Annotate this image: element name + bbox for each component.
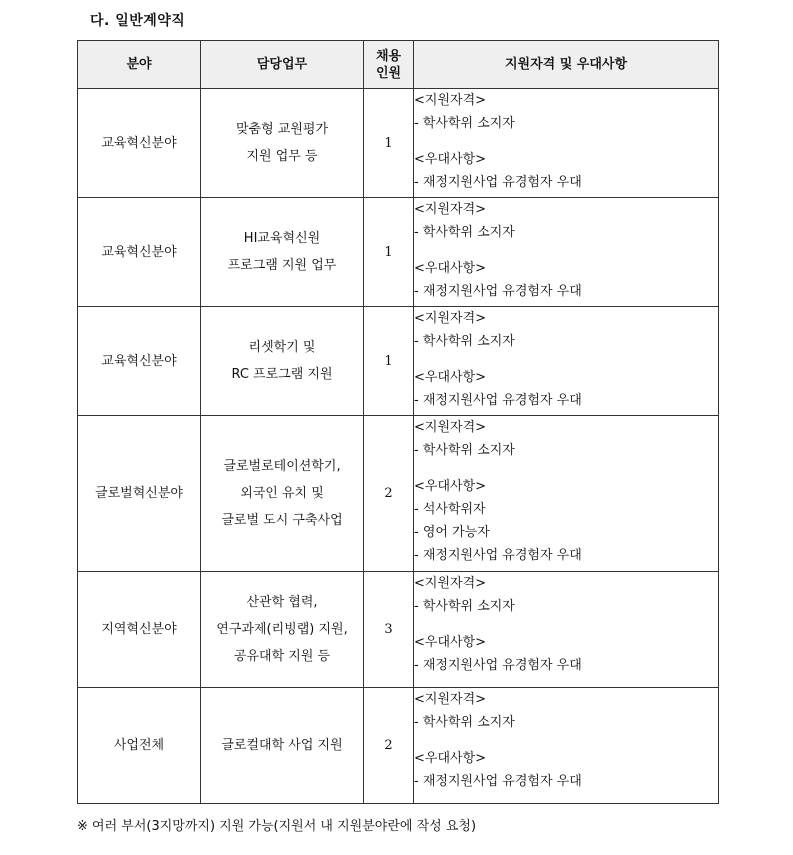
qualification-cell (414, 416, 719, 572)
spacer (414, 135, 718, 148)
field-cell: 교육혁신분야 (78, 89, 201, 198)
duty-line: 공유대학 지원 등 (233, 649, 331, 664)
duty-line: 글로컬대학 사업 지원 (221, 738, 343, 753)
duty-line: RC 프로그램 지원 (231, 367, 333, 382)
qualification-heading: <지원자격> (414, 420, 487, 435)
header-count-line2: 인원 (375, 65, 402, 81)
preference-heading: <우대사항> (414, 261, 487, 276)
qualification-heading: <지원자격> (414, 576, 487, 591)
preference-heading: <우대사항> (414, 751, 487, 766)
preference-item: - 재정지원사업 유경험자 우대 (414, 175, 582, 190)
spacer (414, 734, 718, 747)
qualification-cell (414, 89, 719, 198)
count-cell: 2 (364, 688, 414, 804)
preference-heading: <우대사항> (414, 370, 487, 385)
table-row (78, 307, 719, 416)
count-cell: 3 (364, 572, 414, 688)
duty-line: 글로벌 도시 구축사업 (221, 513, 343, 528)
spacer (414, 244, 718, 257)
duty-cell (201, 198, 364, 307)
header-duty: 담당업무 (201, 41, 364, 89)
footnote: ※ 여러 부서(3지망까지) 지원 가능(지원서 내 지원분야란에 작성 요청) (77, 819, 477, 834)
count-cell: 1 (364, 307, 414, 416)
preference-item: - 영어 가능자 (414, 525, 490, 540)
header-count-line1: 채용 (375, 48, 402, 64)
count-cell: 1 (364, 89, 414, 198)
qualification-cell (414, 572, 719, 688)
qualification-cell (414, 688, 719, 804)
spacer (414, 462, 718, 475)
qualification-cell (414, 307, 719, 416)
preference-item: - 석사학위자 (414, 502, 486, 517)
qualification-item: - 학사학위 소지자 (414, 116, 515, 131)
qualification-heading: <지원자격> (414, 93, 487, 108)
table-row (78, 89, 719, 198)
section-title: 다. 일반계약직 (90, 13, 186, 29)
spacer (414, 353, 718, 366)
duty-line: 지원 업무 등 (246, 149, 318, 164)
count-cell: 1 (364, 198, 414, 307)
table-header-row (78, 41, 719, 89)
duty-line: 프로그램 지원 업무 (227, 258, 337, 273)
duty-line: 맞춤형 교원평가 (235, 122, 329, 137)
qualification-heading: <지원자격> (414, 202, 487, 217)
preference-heading: <우대사항> (414, 635, 487, 650)
duty-cell (201, 572, 364, 688)
duty-cell (201, 89, 364, 198)
table-row (78, 198, 719, 307)
duty-line: 외국인 유치 및 (240, 486, 324, 501)
duty-line: 리셋학기 및 (248, 340, 316, 355)
qualification-item: - 학사학위 소지자 (414, 225, 515, 240)
field-cell: 지역혁신분야 (78, 572, 201, 688)
spacer (414, 618, 718, 631)
recruitment-table (77, 40, 719, 804)
duty-cell (201, 307, 364, 416)
field-cell: 교육혁신분야 (78, 307, 201, 416)
field-cell: 사업전체 (78, 688, 201, 804)
field-cell: 글로벌혁신분야 (78, 416, 201, 572)
table-row (78, 688, 719, 804)
duty-line: 연구과제(리빙랩) 지원, (216, 622, 348, 637)
preference-item: - 재정지원사업 유경험자 우대 (414, 658, 582, 673)
preference-item: - 재정지원사업 유경험자 우대 (414, 548, 582, 563)
qualification-heading: <지원자격> (414, 311, 487, 326)
qualification-item: - 학사학위 소지자 (414, 599, 515, 614)
qualification-heading: <지원자격> (414, 692, 487, 707)
qualification-cell (414, 198, 719, 307)
table-row (78, 572, 719, 688)
qualification-item: - 학사학위 소지자 (414, 715, 515, 730)
qualification-item: - 학사학위 소지자 (414, 334, 515, 349)
preference-item: - 재정지원사업 유경험자 우대 (414, 284, 582, 299)
duty-cell (201, 688, 364, 804)
header-count (364, 41, 414, 89)
field-cell: 교육혁신분야 (78, 198, 201, 307)
duty-line: HI교육혁신원 (243, 231, 321, 246)
preference-item: - 재정지원사업 유경험자 우대 (414, 774, 582, 789)
table-row (78, 416, 719, 572)
preference-heading: <우대사항> (414, 152, 487, 167)
duty-line: 산관학 협력, (246, 595, 318, 610)
preference-heading: <우대사항> (414, 479, 487, 494)
qualification-item: - 학사학위 소지자 (414, 443, 515, 458)
header-qualification: 지원자격 및 우대사항 (414, 41, 719, 89)
duty-cell (201, 416, 364, 572)
duty-line: 글로벌로테이션학기, (223, 459, 341, 474)
header-field: 분야 (78, 41, 201, 89)
preference-item: - 재정지원사업 유경험자 우대 (414, 393, 582, 408)
count-cell: 2 (364, 416, 414, 572)
